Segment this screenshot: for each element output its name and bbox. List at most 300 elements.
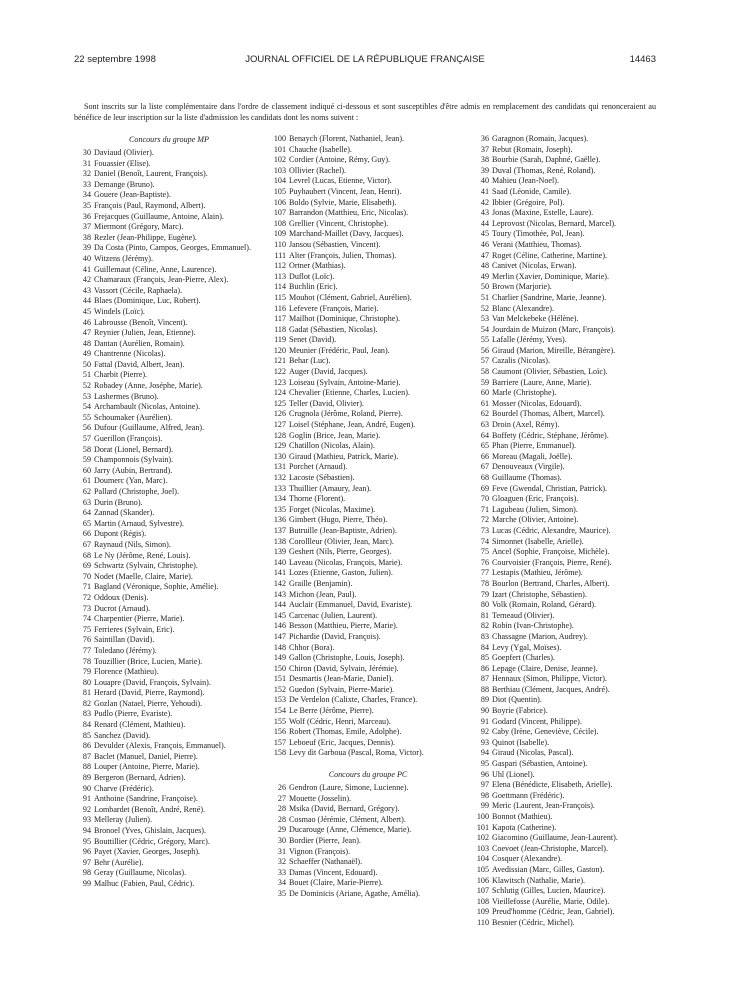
section-title-mp: Concours du groupe MP [129,135,209,144]
candidate-name: Crugnola (Jérôme, Roland, Pierre). [289,409,403,419]
candidate-name: Hennaux (Simon, Philippe, Victor). [492,674,607,684]
list-item [473,261,657,272]
rank-number: 91 [480,716,489,726]
rank-number: 85 [480,653,489,663]
rank-number: 90 [480,706,489,716]
rank-number: 94 [82,826,91,835]
candidate-name: Marle (Christophe). [492,388,557,398]
list-item [473,526,657,537]
candidate-name: Grellier (Vincent, Christophe). [289,218,389,228]
list-item [75,688,263,699]
candidate-name: Uhl (Lionel). [492,769,535,779]
rank-number: 34 [277,878,286,888]
list-item [75,349,263,360]
rank-number: 110 [477,917,489,927]
candidate-name: Denouveaux (Virgile). [492,462,565,472]
candidate-name: Rezler (Jean-Philippe, Eugène). [94,232,197,242]
rank-number: 92 [82,804,91,814]
rank-number: 28 [277,804,286,814]
list-item [75,519,263,530]
list-item [75,212,263,223]
rank-number: 46 [480,239,489,249]
rank-number: 118 [274,324,286,334]
candidate-name: Duflot (Loïc). [289,271,335,281]
list-item [75,254,263,265]
list-item [473,187,657,198]
rank-number: 96 [480,769,489,779]
candidate-name: Elena (Bénédicte, Elisabeth, Arielle). [492,780,613,790]
rank-number: 65 [480,441,489,451]
rank-number: 61 [480,398,489,408]
rank-number: 88 [480,684,489,694]
list-item [473,293,657,304]
list-item [75,328,263,339]
candidate-name: Kapota (Catherine). [492,822,557,832]
list-item [75,180,263,191]
list-item [270,484,466,495]
list-item [473,198,657,209]
candidate-name: Fouassier (Elise). [94,158,151,168]
candidate-name: Schlutig (Gilles, Lucien, Maurice). [492,886,606,896]
list-item [270,674,466,685]
candidate-name: Graille (Benjamin). [289,578,353,588]
candidate-name: Porchet (Arnaud). [289,462,348,472]
rank-number: 109 [273,229,286,239]
candidate-name: Lestapis (Mathieu, Jérôme). [492,568,583,578]
candidate-name: Chauche (Isabelle). [289,144,352,154]
rank-number: 138 [273,536,286,546]
list-item [75,815,263,826]
candidate-name: Quinot (Isabelle). [492,737,550,747]
candidate-name: Marche (Olivier, Antoine). [492,515,579,525]
list-item [473,378,657,389]
candidate-name: Wolf (Cédric, Henri, Marceau). [289,716,391,726]
candidate-name: Witzens (Jérémy). [94,253,154,263]
rank-number: 88 [82,762,91,772]
rank-number: 69 [480,483,489,493]
rank-number: 63 [480,420,489,430]
candidate-name: De Dominicis (Ariane, Agathe, Amélia). [289,888,421,898]
candidate-name: Pichardie (David, François). [289,631,381,641]
list-item [473,823,657,834]
rank-number: 68 [82,550,91,560]
candidate-name: Schaeffer (Nathanaël). [289,857,363,867]
list-item [75,837,263,848]
rank-number: 157 [273,737,286,747]
rank-number: 47 [480,250,489,260]
list-item [473,388,657,399]
candidate-name: Ollivier (Rachel). [289,165,347,175]
rank-number: 62 [480,409,489,419]
list-item [270,558,466,569]
rank-number: 115 [274,292,286,302]
rank-number: 52 [82,381,91,391]
rank-number: 42 [480,197,489,207]
candidate-name: Moreau (Magali, Joëlle). [492,451,573,461]
list-item [473,621,657,632]
list-item [75,307,263,318]
candidate-name: Saad (Léonide, Camile). [492,186,572,196]
candidate-name: Leprovost (Nicolas, Bernard, Marcel). [492,218,617,228]
candidate-name: Frejacques (Guillaume, Antoine, Alain). [94,211,224,221]
rank-number: 45 [82,306,91,316]
list-item [75,476,263,487]
candidate-name: Schoumaker (Aurélien). [94,412,173,422]
list-item [270,346,466,357]
candidate-name: Le Berre (Jérôme, Pierre). [289,706,374,716]
list-item [270,717,466,728]
rank-number: 100 [273,134,286,143]
list-item [75,858,263,869]
candidate-name: Toury (Timothée, Pol, Jean). [492,229,585,239]
candidate-name: Florence (Mathieu). [94,667,159,677]
rank-number: 83 [82,709,91,719]
list-item [75,604,263,615]
rank-number: 28 [277,814,286,824]
rank-number: 129 [273,441,286,451]
list-item [473,653,657,664]
list-item [270,815,466,826]
list-item [473,367,657,378]
candidate-name: Robin (Ivan-Christophe). [492,621,574,631]
list-item [473,304,657,315]
candidate-name: Louper (Antoine, Pierre, Marie). [94,762,200,772]
list-item [473,462,657,473]
candidate-name: Dantan (Aurélien, Romain). [94,338,185,348]
list-item [270,664,466,675]
candidate-name: Canivet (Nicolas, Erwan). [492,261,577,271]
list-item [270,145,466,156]
list-item [270,325,466,336]
candidate-name: Lefevere (François, Marie). [289,303,379,313]
list-item [473,833,657,844]
list-item [270,621,466,632]
rank-number: 60 [480,388,489,398]
rank-number: 126 [273,409,286,419]
rank-number: 63 [82,497,91,507]
list-item [270,847,466,858]
list-item [270,134,466,145]
list-item [270,794,466,805]
candidate-name: Forget (Nicolas, Maxime). [289,504,376,514]
list-item [75,551,263,562]
rank-number: 58 [480,367,489,377]
rank-number: 104 [273,176,286,186]
rank-number: 58 [82,444,91,454]
candidate-name: Giraud (Mathieu, Patrick, Marie). [289,451,399,461]
rank-number: 87 [82,751,91,761]
list-item [270,825,466,836]
rank-number: 97 [480,780,489,790]
list-item [270,783,466,794]
list-item [270,653,466,664]
candidate-name: Gadat (Sébastien, Nicolas). [289,324,378,334]
rank-number: 73 [82,603,91,613]
list-item [270,240,466,251]
rank-number: 39 [82,243,91,253]
list-item [270,727,466,738]
candidate-name: Chamaraux (François, Jean-Pierre, Alex). [94,275,229,285]
rank-number: 42 [82,275,91,285]
candidate-name: Giraud (Nicolas, Pascal). [492,748,574,758]
list-item [270,804,466,815]
rank-number: 103 [476,843,489,853]
candidate-name: Ducarouge (Anne, Clémence, Marie). [289,825,412,835]
candidate-name: Reynier (Julien, Jean, Etienne). [94,328,196,338]
candidate-name: Dupont (Régis). [94,529,147,539]
rank-number: 68 [480,473,489,482]
candidate-name: Malhuc (Fabien, Paul, Cédric). [94,878,195,888]
candidate-name: Archambault (Nicolas, Antoine). [94,402,201,412]
list-item [75,370,263,381]
rank-number: 71 [480,504,489,514]
rank-number: 57 [480,356,489,366]
rank-number: 32 [82,169,91,179]
rank-number: 106 [476,875,489,885]
rank-number: 94 [480,748,489,758]
list-item [270,494,466,505]
rank-number: 52 [480,303,489,313]
candidate-name: Gozlan (Natael, Pierre, Yehoudi). [94,698,203,708]
candidate-name: Oddoux (Denis). [94,592,149,602]
candidate-name: Cordier (Antoine, Rémy, Guy). [289,155,391,165]
candidate-name: Laveau (Nicolas, François, Marie). [289,557,403,567]
list-item [473,886,657,897]
rank-number: 53 [480,314,489,324]
candidate-name: Bouttillier (Cédric, Grégory, Marc). [94,836,210,846]
list-item [473,844,657,855]
rank-number: 79 [82,667,91,677]
list-item [473,770,657,781]
rank-number: 84 [480,642,489,652]
list-item [473,399,657,410]
candidate-name: Garagnon (Romain, Jacques). [492,134,589,143]
list-item [270,889,466,900]
rank-number: 62 [82,487,91,496]
rank-number: 74 [480,536,489,546]
candidate-name: Levrel (Lucas, Etienne, Victor). [289,176,392,186]
rank-number: 91 [82,794,91,804]
list-item [270,706,466,717]
candidate-name: Toledano (Jérémy). [94,645,157,655]
list-item [473,568,657,579]
list-item [473,505,657,516]
candidate-name: Bonnot (Mathieu). [492,812,553,821]
list-item [473,611,657,622]
candidate-name: Charlier (Sandrine, Marie, Jeanne). [492,292,607,302]
rank-number: 106 [273,197,286,207]
candidate-name: Chassagne (Marion, Audrey). [492,631,588,641]
rank-number: 150 [273,663,286,673]
candidate-name: Melleray (Julien). [94,815,152,825]
list-item [270,409,466,420]
candidate-name: Daniel (Benoît, Laurent, François). [94,169,208,179]
candidate-name: Senet (David). [289,335,337,345]
list-item [270,176,466,187]
candidate-name: Sanchez (David). [94,730,151,740]
list-item [75,561,263,572]
list-item [75,201,263,212]
list-item [270,537,466,548]
candidate-name: François (Paul, Raymond, Albert). [94,200,206,210]
list-item [270,293,466,304]
candidate-name: Labrousse (Benoît, Vincent). [94,317,188,327]
candidate-name: Feve (Gwendal, Christian, Patrick). [492,483,608,493]
candidate-name: Meunier (Frédéric, Paul, Jean). [289,345,390,355]
rank-number: 45 [480,229,489,239]
rank-number: 70 [480,494,489,504]
rank-number: 56 [82,423,91,433]
rank-number: 98 [480,790,489,800]
list-item [473,854,657,865]
candidate-name: Butruille (Jean-Baptiste, Adrien). [289,525,397,535]
list-item [270,282,466,293]
candidate-name: Lucas (Cédric, Alexandre, Maurice). [492,525,611,535]
rank-number: 136 [273,515,286,525]
candidate-name: Nodet (Maelle, Claire, Marie). [94,571,193,581]
candidate-name: Blaes (Dominique, Luc, Robert). [94,296,201,306]
candidate-name: Boffety (Cédric, Stéphane, Jérôme). [492,430,609,440]
candidate-name: Dufour (Guillaume, Alfred, Jean). [94,423,205,433]
list-item [75,222,263,233]
list-item [75,762,263,773]
candidate-name: Cosmao (Jérémie, Clément, Albert). [289,814,406,824]
rank-number: 77 [480,568,489,578]
list-item [75,720,263,731]
rank-number: 101 [273,144,286,154]
candidate-name: Guerillon (François). [94,434,163,444]
rank-number: 83 [480,631,489,641]
candidate-name: Da Costa (Pinto, Campos, Georges, Emmanuel). [94,243,251,253]
rank-number: 116 [274,303,286,313]
candidate-name: Ferrieres (Sylvain, Eric). [94,624,175,634]
list-item [270,505,466,516]
list-item [75,508,263,519]
list-item [270,568,466,579]
list-item [473,791,657,802]
list-item [75,657,263,668]
rank-number: 47 [82,328,91,338]
candidate-name: Champonnois (Sylvain). [94,455,174,465]
list-item [270,643,466,654]
rank-number: 107 [273,208,286,218]
rank-number: 108 [476,896,489,906]
list-item [270,431,466,442]
rank-number: 44 [480,218,489,228]
rank-number: 84 [82,720,91,730]
candidate-name: Vignon (François). [289,846,351,856]
list-item [270,261,466,272]
candidate-name: Guillaume (Thomas). [492,473,562,482]
rank-number: 75 [82,624,91,634]
rank-number: 86 [82,741,91,751]
candidate-name: Besnier (Cédric, Michel). [492,917,575,927]
rank-number: 103 [273,165,286,175]
rank-number: 89 [82,773,91,783]
list-item [75,360,263,371]
candidate-name: Guedon (Sylvain, Pierre-Marie). [289,684,395,694]
list-item [473,240,657,251]
candidate-name: Robadey (Anne, Joséphe, Marie). [94,381,203,391]
list-item [75,741,263,752]
list-item [473,664,657,675]
rank-number: 87 [480,674,489,684]
candidate-name: Ducrot (Arnaud). [94,603,151,613]
rank-number: 97 [82,857,91,867]
candidate-name: Lepage (Claire, Denise, Jeanne). [492,663,598,673]
rank-number: 66 [82,529,91,539]
candidate-name: Caumont (Olivier, Sébastien, Loïc). [492,367,608,377]
candidate-name: Gouere (Jean-Baptiste). [94,190,171,200]
list-item [473,695,657,706]
list-item [473,812,657,823]
rank-number: 134 [273,494,286,504]
rank-number: 102 [476,833,489,843]
list-item [75,455,263,466]
list-item [473,801,657,812]
list-item [473,166,657,177]
candidate-list-pc-continued [473,134,657,929]
list-item [270,590,466,601]
list-item [75,826,263,837]
list-item [270,155,466,166]
list-item [75,614,263,625]
rank-number: 153 [273,695,286,705]
candidate-name: Preud'homme (Cédric, Jean, Gabriel). [492,907,615,917]
rank-number: 26 [277,783,286,793]
list-item [75,434,263,445]
list-item [473,748,657,759]
rank-number: 154 [273,706,286,716]
list-item [473,176,657,187]
candidate-name: Bergeron (Bernard, Adrien). [94,773,186,783]
rank-number: 140 [273,557,286,567]
list-item [270,748,466,759]
rank-number: 72 [480,515,489,525]
rank-number: 120 [273,345,286,355]
list-item [473,643,657,654]
candidate-name: Courvoisier (François, Pierre, René). [492,557,612,567]
list-item [270,208,466,219]
list-item [473,134,657,145]
rank-number: 55 [82,412,91,422]
rank-number: 41 [480,186,489,196]
list-item [75,625,263,636]
list-item [270,388,466,399]
list-item [473,674,657,685]
candidate-name: Meric (Laurent, Jean-François). [492,801,595,811]
candidate-name: Diot (Quentin). [492,695,542,705]
list-item [473,314,657,325]
candidate-name: Levy dit Garboua (Pascal, Roma, Victor). [289,748,424,758]
rank-number: 143 [273,589,286,599]
list-item [75,445,263,456]
rank-number: 95 [480,759,489,769]
candidate-name: Behar (Luc). [289,356,331,366]
list-item [473,356,657,367]
rank-number: 35 [82,200,91,210]
list-item [270,378,466,389]
rank-number: 29 [277,825,286,835]
candidate-list-mp-continued [270,134,466,759]
candidate-name: Thuillier (Amaury, Jean). [289,483,372,493]
rank-number: 78 [82,656,91,666]
rank-number: 112 [274,261,286,271]
candidate-name: Msika (David, Bernard, Grégory). [289,804,400,814]
rank-number: 78 [480,578,489,588]
rank-number: 123 [273,377,286,387]
list-item [75,190,263,201]
